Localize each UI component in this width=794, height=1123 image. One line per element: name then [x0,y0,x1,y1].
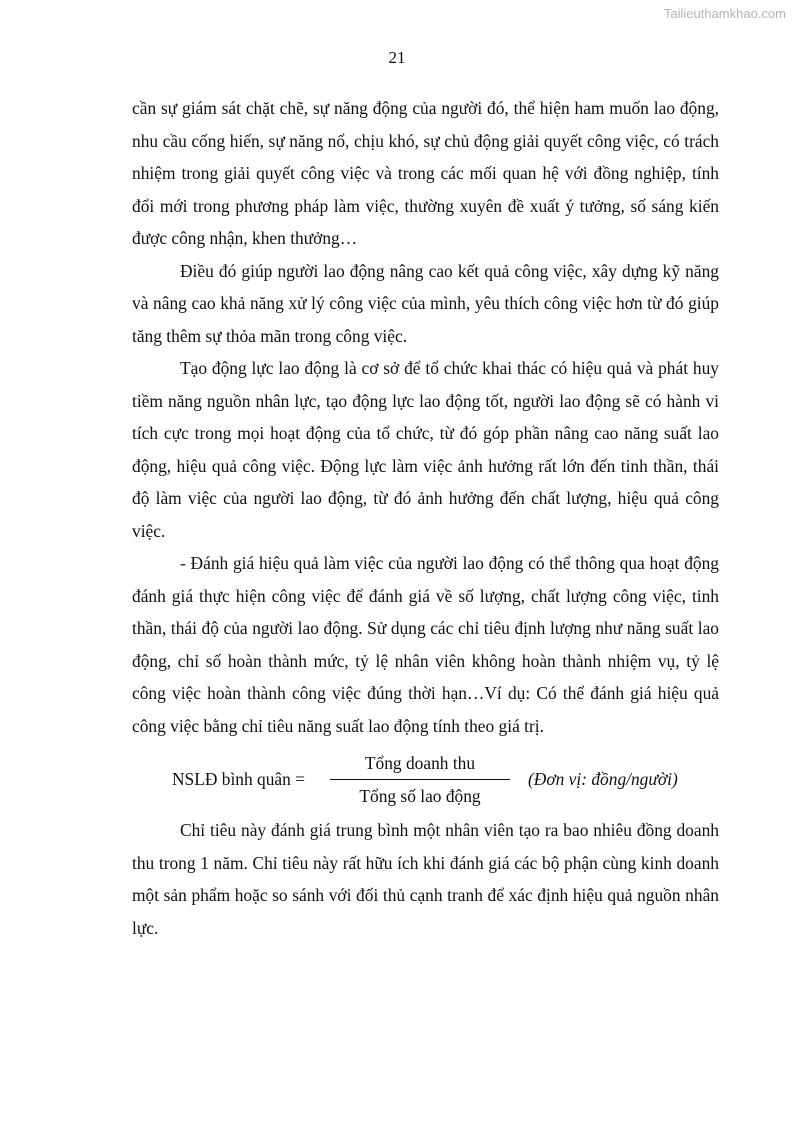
formula-denominator: Tổng số lao động [359,785,481,806]
document-body [132,92,719,944]
formula-label: NSLĐ bình quân = [172,768,305,789]
paragraph-4: - Đánh giá hiệu quả làm việc của người lao động có thể thông qua hoạt động đánh giá thực hiện công việc để đánh giá về số lượng, chất lượng công việc, tinh thần, thái độ của người lao động. Sử dụng các chỉ tiêu định lượng như năng suất lao động, chỉ số hoàn thành mức, tỷ lệ nhân viên không hoàn thành nhiệm vụ, tỷ lệ công việc hoàn thành công việc đúng thời hạn…Ví dụ: Có thể đánh giá hiệu quả công việc bằng chỉ tiêu năng suất lao động tính theo giá trị. [132,553,719,736]
paragraph-5: Chỉ tiêu này đánh giá trung bình một nhân viên tạo ra bao nhiêu đồng doanh thu trong 1 năm. Chỉ tiêu này rất hữu ích khi đánh giá các bộ phận cùng kinh doanh một sản phẩm hoặc so sánh với đối thủ cạnh tranh để xác định hiệu quả nguồn nhân lực. [132,820,719,938]
fraction-bar [330,779,510,780]
formula-unit: (Đơn vị: đồng/người) [528,768,678,789]
formula-fraction [330,749,510,810]
formula-numerator: Tổng doanh thu [364,752,476,773]
productivity-formula [132,746,719,812]
paragraph-3: Tạo động lực lao động là cơ sở để tổ chức khai thác có hiệu quả và phát huy tiềm năng nguồn nhân lực, tạo động lực lao động tốt, người lao động sẽ có hành vi tích cực trong mọi hoạt động của tổ chức, từ đó góp phần nâng cao năng suất lao động, hiệu quả công việc. Động lực làm việc ảnh hưởng rất lớn đến tinh thần, thái độ làm việc của người lao động, từ đó ảnh hưởng đến chất lượng, hiệu quả công việc. [132,358,719,541]
watermark: Tailieuthamkhao.com [663,6,786,21]
paragraph-2: Điều đó giúp người lao động nâng cao kết quả công việc, xây dựng kỹ năng và nâng cao khả năng xử lý công việc của mình, yêu thích công việc hơn từ đó giúp tăng thêm sự thỏa mãn trong công việc. [132,260,719,346]
paragraph-1: cần sự giám sát chặt chẽ, sự năng động của người đó, thể hiện ham muốn lao động, nhu cầu cống hiến, sự năng nổ, chịu khó, sự chủ động giải quyết công việc, có trách nhiệm trong giải quyết công việc và trong các mối quan hệ với đồng nghiệp, tính đổi mới trong phương pháp làm việc, thường xuyên đề xuất ý tưởng, số sáng kiến được công nhận, khen thưởng… [132,98,719,248]
page-number: 21 [388,48,406,67]
